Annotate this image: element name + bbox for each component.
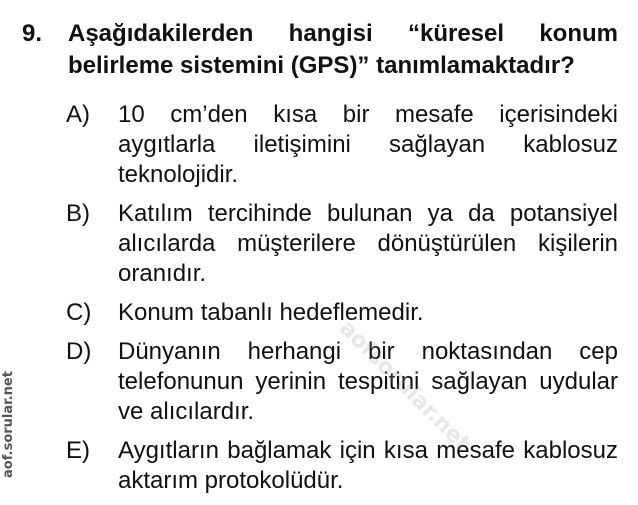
option-e-letter: E) [66,437,90,464]
option-e-text: Aygıtların bağlamak için kısa mesafe kablosuz aktarım protokolüdür. [118,437,618,494]
question [22,18,618,82]
option-e[interactable] [66,436,618,496]
side-watermark: aof.sorular.net [1,371,16,478]
option-a-text: 10 cm’den kısa bir mesafe içerisindeki aygıtlarla iletişimini sağlayan kablosuz teknolojidir. [118,101,618,188]
option-d-text: Dünyanın herhangi bir noktasından cep telefonunun yerinin tespitini sağlayan uydular ve alıcılardır. [118,338,618,425]
answer-options [66,100,618,505]
option-d[interactable] [66,337,618,427]
question-text: Aşağıdakilerden hangisi “küresel konum belirleme sistemini (GPS)” tanımlamaktadır? [68,20,618,79]
option-a-letter: A) [66,101,90,128]
option-b[interactable] [66,199,618,289]
option-c-letter: C) [66,299,92,326]
option-d-letter: D) [66,338,92,365]
option-a[interactable] [66,100,618,190]
option-c[interactable] [66,298,618,328]
option-c-text: Konum tabanlı hedeflemedir. [118,299,424,326]
option-b-letter: B) [66,200,90,227]
option-b-text: Katılım tercihinde bulunan ya da potansiyel alıcılarda müşterilere dönüştürülen kişilerin oranıdır. [118,200,618,287]
question-number: 9. [22,20,43,47]
diagonal-watermark: aofsorular.net [334,316,475,457]
